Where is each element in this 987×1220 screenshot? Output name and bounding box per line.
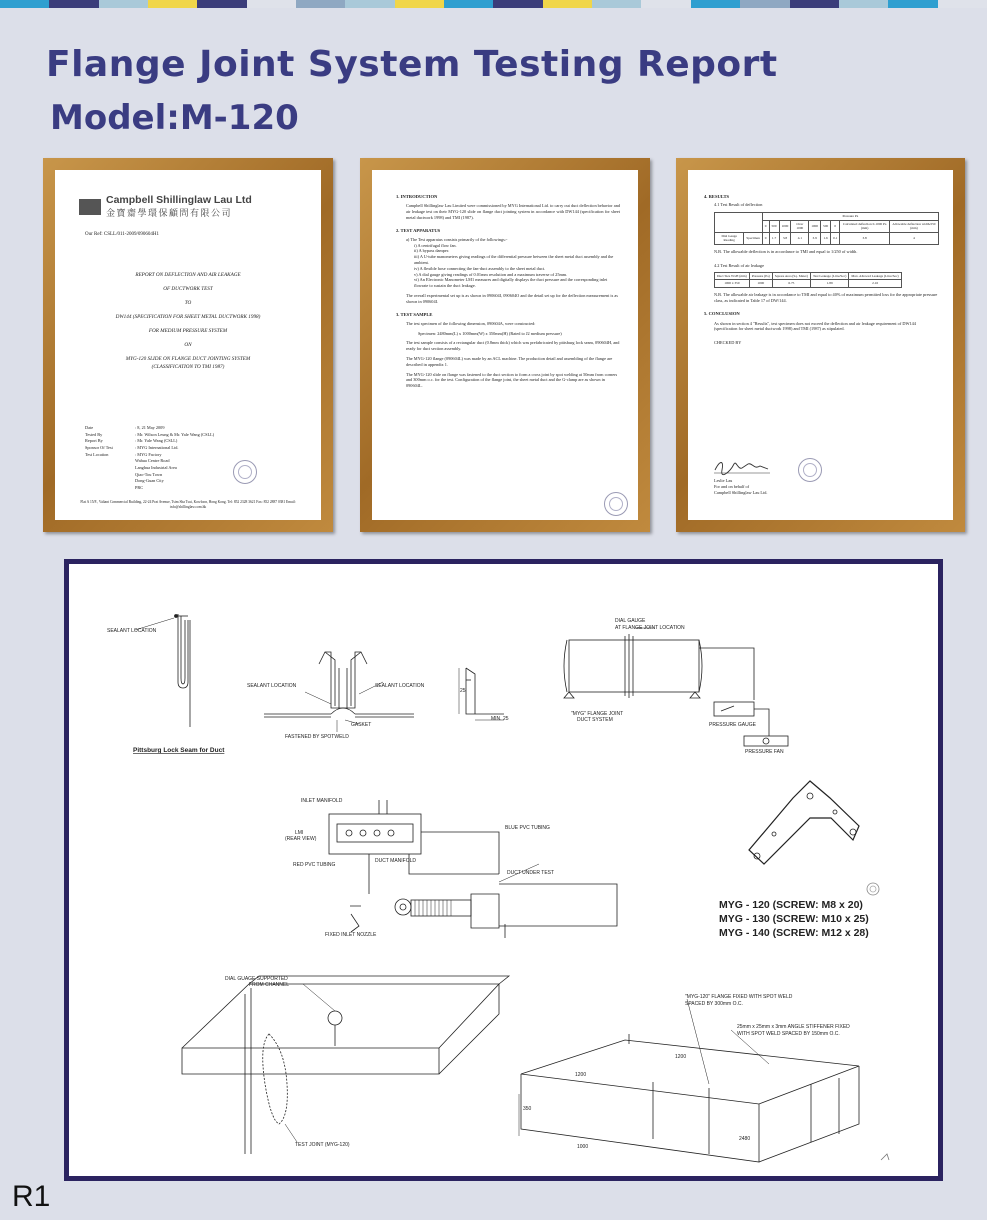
technical-drawing [69,564,938,1176]
leakage-test-setup-drawing [329,800,617,938]
dim-1200-top: 1200 [675,1054,687,1060]
section-text: 4.2 Test Result of air leakage [714,262,764,268]
angle-stiffener-label: 25mm x 25mm x 3mm ANGLE STIFFENER FIXED [737,1024,850,1030]
myg-flange-joint-label: "MYG" FLANGE JOINT [571,711,624,717]
rear-view-label: (REAR VIEW) [285,836,317,842]
section-heading: 1. INTRODUCTION [396,194,438,199]
report-page-3 [688,170,953,520]
cover-line: DW144 (SPECIFICATION FOR SHEET METAL DUCTWORK 1998) [115,314,261,320]
report-page-3-frame [676,158,965,532]
sealant-location-label: SEALANT LOCATION [107,628,157,634]
test-joint-label: TEST JOINT (MYG-120) [295,1142,350,1148]
from-channel-label: FROM CHANNEL [249,982,290,988]
signatory-text: For and on behalf of [714,483,750,489]
list-item: iii) A U-tube manometers giving readings of the differential pressure between the sheet metal duct assembly and the ambient. [414,254,614,265]
deflection-table: Pressure Pa 0 500 1000 Over 1000 1000 500 0 Calculated deflection 0-1000 Pa (mm) Allowable deflection width/250 (mm) Dial Gauge Reading Specimen 0 1.7 3.8 4.1 3.9 1.6 0.1 3.8 4 [714,212,939,245]
fastened-label: FASTENED BY SPOTWELD [285,734,349,740]
section-heading: 5. CONCLUSION [704,311,740,317]
report-page-2 [372,170,638,520]
inlet-manifold-label: INLET MANIFOLD [301,798,343,804]
stripe-segment [740,0,789,8]
screw-spec-120: MYG - 120 (SCREW: M8 x 20) [719,899,863,911]
stripe-segment [938,0,987,8]
company-stamp-icon [604,492,628,516]
section-text: The MYG-120 flange (090604L) was made by an ACL machine. The production detail and assembling of the flange are described in appendix 1. [406,355,613,367]
logo-mark-icon [79,199,101,215]
signatory-company: Campbell Shillinglaw Lau Ltd. [714,489,768,495]
stripe-segment [839,0,888,8]
at-flange-joint-label: AT FLANGE JOINT LOCATION [615,625,685,631]
stripe-segment [790,0,839,8]
flange-fixed-label: "MYG-120" FLANGE FIXED WITH SPOT WELD [685,994,793,1000]
section-text: a) The Test apparatus consists primarily of the followings:- [406,236,508,242]
flange-profile-drawing [459,668,504,720]
leakage-table: Duct Size WxH (mm) Pressure (Pa) Square Area (Sq. Meter) Test Leakage (Litre/Sec) Max. Allowed Leakage (Litre/Sec) 1000 x 350 1000 6.75 1.89 2.16 [714,272,902,288]
duct-system-label: DUCT SYSTEM [577,717,613,723]
sealant-location-right-label: SEALANT LOCATION [375,683,425,689]
dim-1200-side: 1200 [575,1072,587,1078]
company-address-footer: Flat A 15/F., Valiant Commercial Building, 22-24 Prat Avenue, Tsim Sha Tsui, Kowloon, Hong Kong. Tel: 852 2328 3621 Fax: 852 2887 0381 Email: info@shillinglaw.com.hk [80,499,296,509]
section-text: The MYG-120 slide on flange was fastened to the duct section to form a cross joint by spot welding at 50mm from corners and 300mm o.c. for the test. Configuration of the flange joint, the sheet metal duct and the G-clamp are as shown in 090604L. [406,371,618,389]
stripe-segment [197,0,246,8]
min-25-label: MIN. 25 [491,716,509,722]
red-pvc-label: RED PVC TUBING [293,862,336,868]
note-text: N.B. The allowable deflection is in accordance to TMI and equal to 1/250 of width. [714,248,858,254]
dial-gauge-channel-drawing [182,976,509,1154]
report-info: Date : 8, 21 May 2009 Tested By : Mr. Wilson Leung & Mr. Yale Wang (CSLL) Report By : Mr. Yale Wang (CSLL) Sponsor Of Test : MYG International Ltd. Test Location : MYG Factory Wahua Centre Road Langhua Industrial Area Qiao-Tou Town Dong-Guan City PRC [85,425,215,490]
section-text: The test specimen of the following dimension, 090604A, were constructed: [406,320,536,326]
corner-bracket-drawing [749,781,859,864]
section-heading: 2. TEST APPARATUS [396,227,441,233]
pressure-gauge-label: PRESSURE GAUGE [709,722,756,728]
stripe-segment [148,0,197,8]
section-text: As shown in section 4 "Results", test specimen does not exceed the deflection and air leakage requirement of DW144 (specification for sheet metal ductwork 1998) and TMI (1987) as stipulated. [714,320,916,332]
duct-under-test-label: DUCT UNDER TEST [507,870,555,876]
stripe-segment [0,0,49,8]
stripe-segment [493,0,542,8]
stripe-segment [247,0,296,8]
spaced-300-label: SPACED BY 300mm O.C. [685,1001,743,1007]
list-item: v) A dial gauge giving readings of 0.01mm resolution and a maximum traverse of 25mm. [414,271,568,277]
cover-line: OF DUCTWORK TEST [163,286,213,292]
deflection-test-setup-drawing [564,628,788,746]
dim-25-label: 25 [460,688,466,694]
blue-pvc-label: BLUE PVC TUBING [505,825,550,831]
stripe-segment [543,0,592,8]
company-name-en: Campbell Shillinglaw Lau Ltd [106,194,252,206]
gasket-label: GASKET [351,722,372,728]
page-label: R1 [12,1180,51,1213]
list-item: i) A centrifugal flow fan. [414,242,457,248]
spot-weld-150-label: WITH SPOT WELD SPACED BY 150mm O.C. [737,1031,840,1037]
company-stamp-icon [233,460,257,484]
signature-icon [712,458,772,476]
stripe-segment [691,0,740,8]
flange-cross-section-drawing [264,652,414,732]
stripe-segment [888,0,937,8]
sealant-location-left-label: SEALANT LOCATION [247,683,297,689]
duct-manifold-label: DUCT MANIFOLD [375,858,417,864]
section-text: The test sample consists of a rectangular duct (0.8mm thick) which was prefabricated by pittsburg lock seam, 090604H, and ready for duct section assembly. [406,340,620,352]
checked-by-label: CHECKED BY [714,340,742,346]
pressure-fan-label: PRESSURE FAN [745,749,784,755]
note-text: N.B. The allowable air leakage is in accordance to TMI and equal to 40% of maximum permitted loss for the appropriate pressure class, as indicated in Table 17 of DW/144. [714,291,938,303]
section-text: 4.1 Test Result of deflection [714,202,763,208]
cover-line: ON [184,342,192,348]
model-title: Model:M-120 [50,98,299,138]
cover-line: (CLASSIFICATION TO TMI 1987) [151,364,225,370]
specimen-spec: Specimen: 2480mm(L) x 1000mm(W) x 350mm(H) (Rated to J2 medium pressure) [418,330,562,336]
report-page-2-frame [360,158,650,532]
stripe-segment [99,0,148,8]
dim-350: 350 [523,1106,532,1112]
section-text: Campbell Shillinglaw Lau Limited were commissioned by MYG International Ltd. to carry out duct deflection behavior and air leakage test on their MYG-120 slide on flange duct jointing system in accordance with DW144 (specification for sheet metal ductwork 1998) and TMI (1987). [406,203,620,220]
section-heading: 4. RESULTS [704,194,730,199]
screw-spec-130: MYG - 130 (SCREW: M10 x 25) [719,913,869,925]
reference-number: Our Ref: CSLL/011-2009/090604H1 [85,232,159,237]
lmi-label: LMI [295,830,304,836]
screw-spec-140: MYG - 140 (SCREW: M12 x 28) [719,927,869,939]
color-stripe [0,0,987,8]
section-heading: 3. TEST SAMPLE [396,311,433,317]
company-logo [79,194,252,219]
dial-gauge-label: DIAL GAUGE [615,618,646,624]
company-name-cn: 金寶齋學環保顧問有限公司 [106,209,233,219]
signatory-name: Leslie Lau [714,478,733,483]
section-text: The overall experimental set up is as shown in 090604I, 090604O and the detail set up for the deflection measurement is as shown in 090604I. [406,292,618,304]
cover-line: REPORT ON DEFLECTION AND AIR LEAKAGE [135,272,241,278]
stripe-segment [641,0,690,8]
dim-1000: 1000 [577,1144,589,1150]
technical-drawing-panel [64,559,943,1181]
dim-2480: 2480 [739,1136,751,1142]
stripe-segment [345,0,394,8]
fixed-inlet-label: FIXED INLET NOZZLE [325,932,377,938]
cover-line: TO [184,300,192,306]
stripe-segment [395,0,444,8]
company-stamp-icon [798,458,822,482]
pittsburg-label: Pittsburg Lock Seam for Duct [133,747,225,754]
page-title: Flange Joint System Testing Report [46,44,778,85]
stripe-segment [444,0,493,8]
stripe-segment [592,0,641,8]
list-item: ii) A bypass damper. [414,248,450,254]
list-item: iv) A flexible hose connecting the fan-duct assembly to the sheet metal duct. [414,265,546,271]
dial-supported-label: DIAL GUAGE SUPPORTED [225,976,288,982]
stripe-segment [296,0,345,8]
stripe-segment [49,0,98,8]
report-cover-page [55,170,321,520]
list-item: vi) An Electronic Manometer LM1 measures and digitally displays the duct pressure and the corresponding inlet flowrate to sustain the duct leakage. [414,277,608,289]
cover-line: MYG-120 SLIDE ON FLANGE DUCT JOINTING SYSTEM [125,356,251,362]
report-cover-frame [43,158,333,532]
cover-line: FOR MEDIUM PRESSURE SYSTEM [148,328,228,334]
